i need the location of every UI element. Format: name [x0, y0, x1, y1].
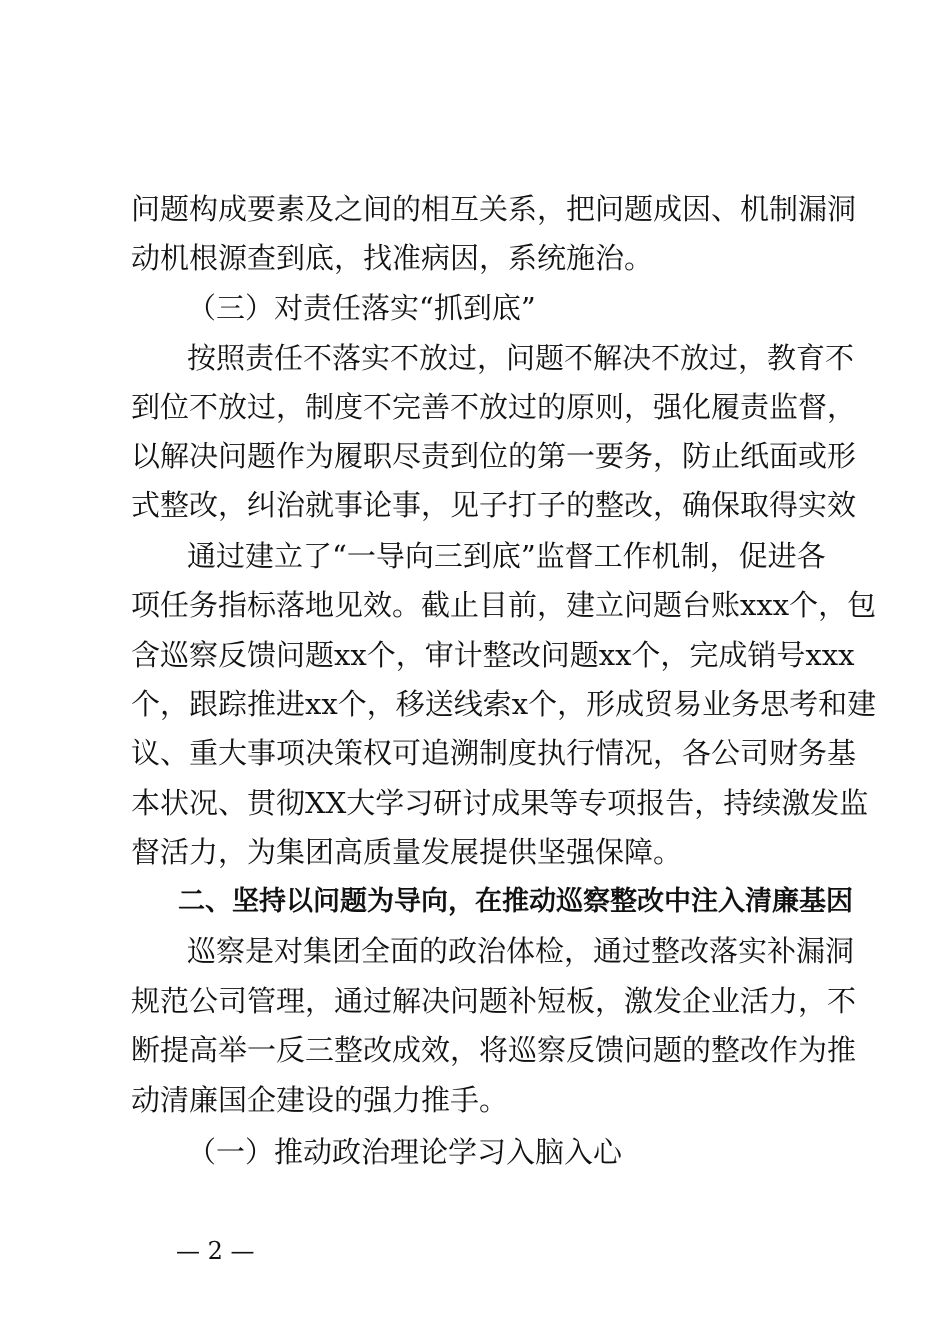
page-number: — 2 — — [176, 1237, 255, 1265]
paragraph-line: 动机根源查到底，找准病因，系统施治。 — [131, 241, 654, 275]
paragraph-line: 议、重大事项决策权可追溯制度执行情况，各公司财务基 — [131, 736, 857, 770]
paragraph-line: 问题构成要素及之间的相互关系，把问题成因、机制漏洞 — [131, 192, 857, 226]
paragraph-line: 到位不放过，制度不完善不放过的原则，强化履责监督， — [131, 390, 857, 424]
paragraph-line: 以解决问题作为履职尽责到位的第一要务，防止纸面或形 — [131, 439, 857, 473]
paragraph-line: 动清廉国企建设的强力推手。 — [131, 1083, 509, 1117]
paragraph-line: 项任务指标落地见效。截止目前，建立问题台账xxx个，包 — [131, 588, 877, 622]
paragraph-line: 含巡察反馈问题xx个，审计整改问题xx个，完成销号xxx — [131, 638, 855, 672]
paragraph-line: 式整改，纠治就事论事，见子打子的整改，确保取得实效 — [131, 488, 857, 522]
paragraph-line: 按照责任不落实不放过，问题不解决不放过，教育不 — [187, 341, 855, 375]
paragraph-line: 督活力，为集团高质量发展提供坚强保障。 — [131, 835, 683, 869]
section-subheading: （三）对责任落实“抓到底” — [187, 291, 536, 325]
paragraph-line: 断提高举一反三整改成效，将巡察反馈问题的整改作为推 — [131, 1033, 857, 1067]
paragraph-line: 个，跟踪推进xx个，移送线索x个，形成贸易业务思考和建 — [131, 687, 877, 721]
paragraph-line: 巡察是对集团全面的政治体检，通过整改落实补漏洞 — [187, 934, 855, 968]
section-subheading: （一）推动政治理论学习入脑入心 — [187, 1135, 623, 1169]
section-heading: 二、坚持以问题为导向，在推动巡察整改中注入清廉基因 — [178, 886, 853, 917]
paragraph-line: 本状况、贯彻XX大学习研讨成果等专项报告，持续激发监 — [131, 786, 869, 820]
paragraph-line: 通过建立了“一导向三到底”监督工作机制，促进各 — [187, 539, 826, 573]
paragraph-line: 规范公司管理，通过解决问题补短板，激发企业活力，不 — [131, 984, 857, 1018]
